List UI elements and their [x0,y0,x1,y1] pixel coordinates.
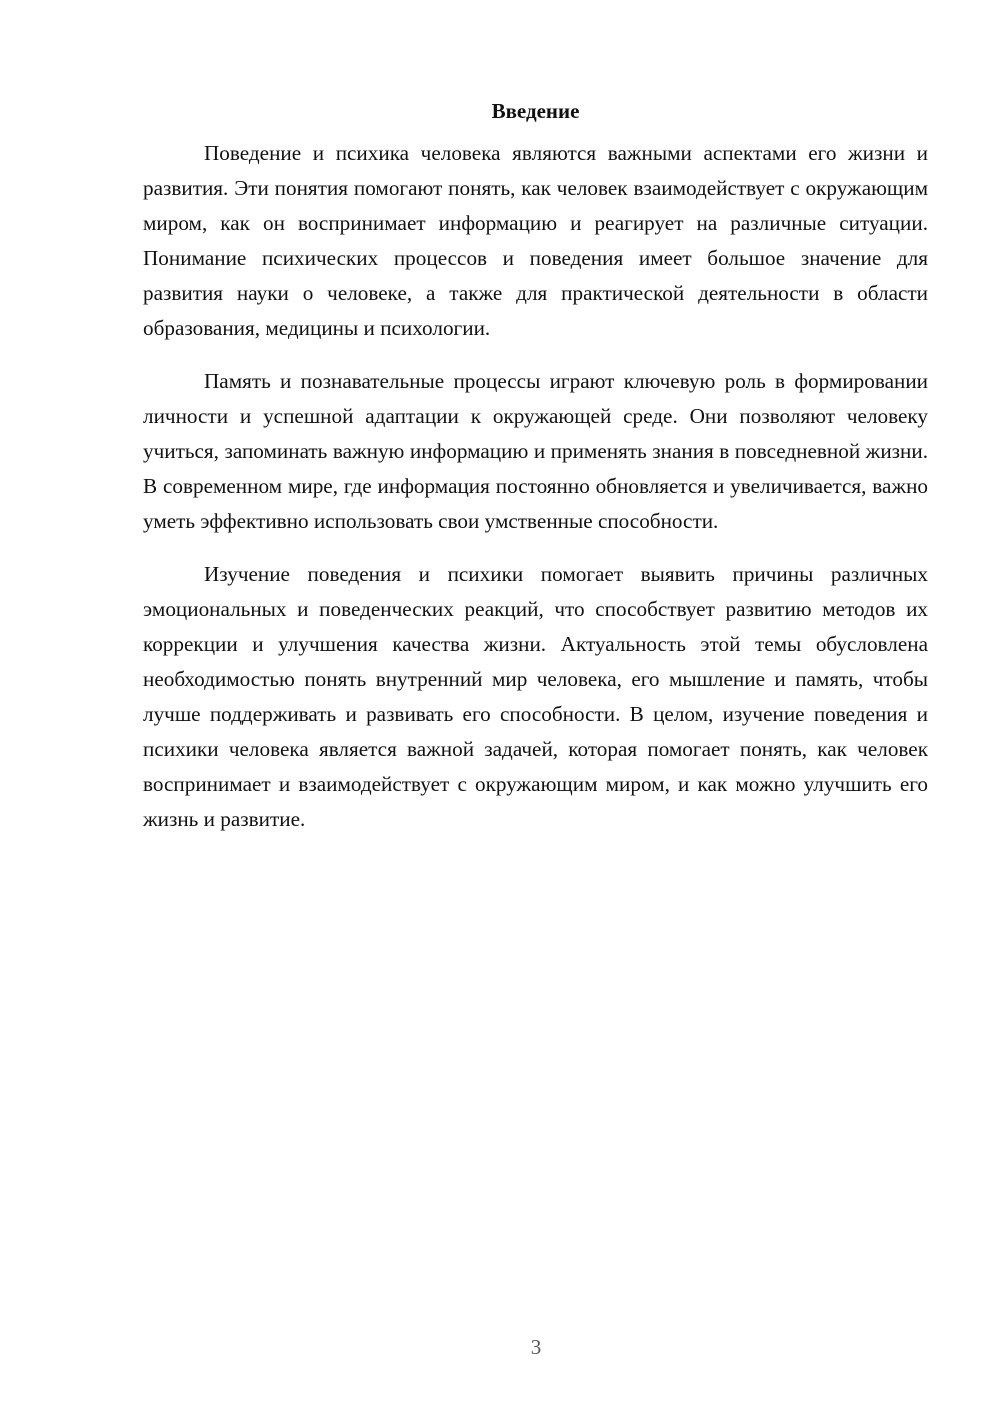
section-title: Введение [491,99,580,123]
page-content [143,93,928,855]
paragraph-3: Изучение поведения и психики помогает выявить причины различных эмоциональных и поведенческих реакций, что способствует развитию методов их коррекции и улучшения качества жизни. Актуальность этой темы обусловлена необходимостью понять внутренний мир человека, его мышление и память, чтобы лучше поддерживать и развивать его способности. В целом, изучение поведения и психики человека является важной задачей, которая помогает понять, как человек воспринимает и взаимодействует с окружающим миром, и как можно улучшить его жизнь и развитие. [143,562,928,831]
paragraph-2: Память и познавательные процессы играют ключевую роль в формировании личности и успешной адаптации к окружающей среде. Они позволяют человеку учиться, запоминать важную информацию и применять знания в повседневной жизни. В современном мире, где информация постоянно обновляется и увеличивается, важно уметь эффективно использовать свои умственные способности. [143,369,928,533]
paragraph-1: Поведение и психика человека являются важными аспектами его жизни и развития. Эти понятия помогают понять, как человек взаимодействует с окружающим миром, как он воспринимает информацию и реагирует на различные ситуации. Понимание психических процессов и поведения имеет большое значение для развития науки о человеке, а также для практической деятельности в области образования, медицины и психологии. [143,141,928,340]
page-number: 3 [530,1335,542,1359]
